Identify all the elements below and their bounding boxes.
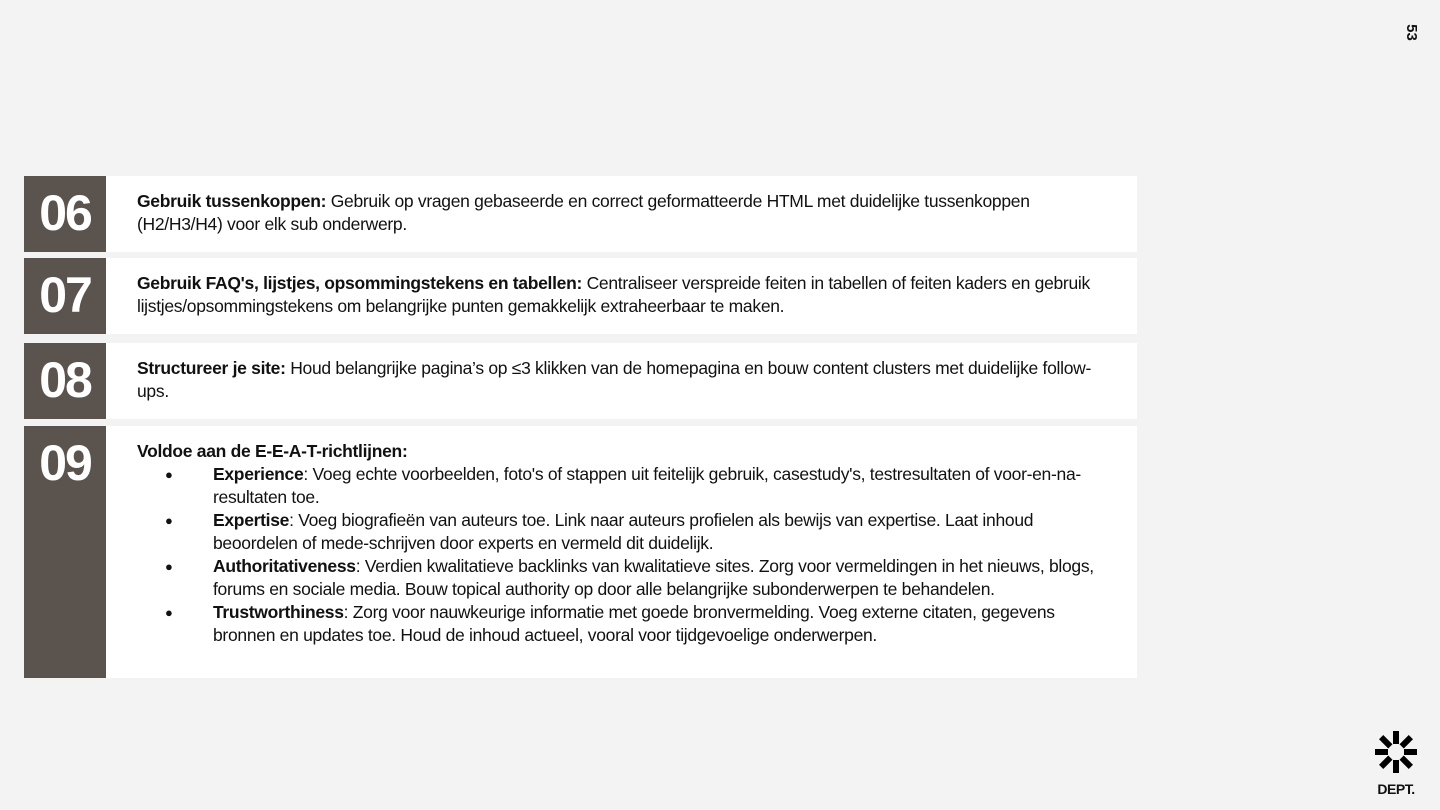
item-title: Structureer je site: bbox=[137, 358, 286, 378]
list-item bbox=[213, 463, 1107, 509]
item-body: Houd belangrijke pagina’s op ≤3 klikken van de homepagina en bouw content clusters met duidelijke follow-ups. bbox=[137, 358, 1091, 401]
page-number: 53 bbox=[1403, 24, 1421, 41]
item-text bbox=[106, 176, 1137, 252]
bullet-term: Authoritativeness bbox=[213, 556, 356, 576]
bullet-text: : Zorg voor nauwkeurige informatie met goede bronvermelding. Voeg externe citaten, gegevens bronnen en updates toe. Houd de inhoud actueel, vooral voor tijdgevoelige onderwerpen. bbox=[213, 602, 1055, 645]
bullet-term: Trustworthiness bbox=[213, 602, 344, 622]
item-number: 09 bbox=[24, 426, 106, 678]
dept-logo bbox=[1374, 730, 1418, 797]
eeat-list bbox=[137, 463, 1107, 647]
bullet-text: : Voeg echte voorbeelden, foto's of stappen uit feitelijk gebruik, casestudy's, testresultaten of voor-en-na-resultaten toe. bbox=[213, 464, 1081, 507]
item-08 bbox=[24, 343, 1137, 419]
item-body: Gebruik op vragen gebaseerde en correct geformatteerde HTML met duidelijke tussenkoppen (H2/H3/H4) voor elk sub onderwerp. bbox=[137, 191, 1030, 234]
bullet-text: : Voeg biografieën van auteurs toe. Link naar auteurs profielen als bewijs van expertise. Laat inhoud beoordelen of mede-schrijven door experts en vermeld dit duidelijk. bbox=[213, 510, 1034, 553]
bullet-term: Experience bbox=[213, 464, 304, 484]
list-item bbox=[213, 555, 1107, 601]
logo-text: DEPT. bbox=[1377, 781, 1415, 797]
item-body: Centraliseer verspreide feiten in tabellen of feiten kaders en gebruik lijstjes/opsommingstekens om belangrijke punten gemakkelijk extraheerbaar te maken. bbox=[137, 273, 1090, 316]
list-item bbox=[213, 601, 1107, 647]
item-06 bbox=[24, 176, 1137, 252]
item-09 bbox=[24, 426, 1137, 678]
item-number: 07 bbox=[24, 258, 106, 334]
item-title: Voldoe aan de E-E-A-T-richtlijnen: bbox=[137, 441, 408, 461]
list-item bbox=[213, 509, 1107, 555]
item-text bbox=[106, 426, 1137, 678]
item-number: 08 bbox=[24, 343, 106, 419]
item-number: 06 bbox=[24, 176, 106, 252]
bullet-text: : Verdien kwalitatieve backlinks van kwalitatieve sites. Zorg voor vermeldingen in het nieuws, blogs, forums en sociale media. Bouw topical authority op door alle belangrijke subonderwerpen te behandelen. bbox=[213, 556, 1094, 599]
item-text bbox=[106, 258, 1137, 334]
item-title: Gebruik FAQ's, lijstjes, opsommingstekens en tabellen: bbox=[137, 273, 583, 293]
item-title: Gebruik tussenkoppen: bbox=[137, 191, 327, 211]
bullet-term: Expertise bbox=[213, 510, 290, 530]
dept-asterisk-icon bbox=[1374, 730, 1418, 774]
item-07 bbox=[24, 258, 1137, 334]
item-text bbox=[106, 343, 1137, 419]
